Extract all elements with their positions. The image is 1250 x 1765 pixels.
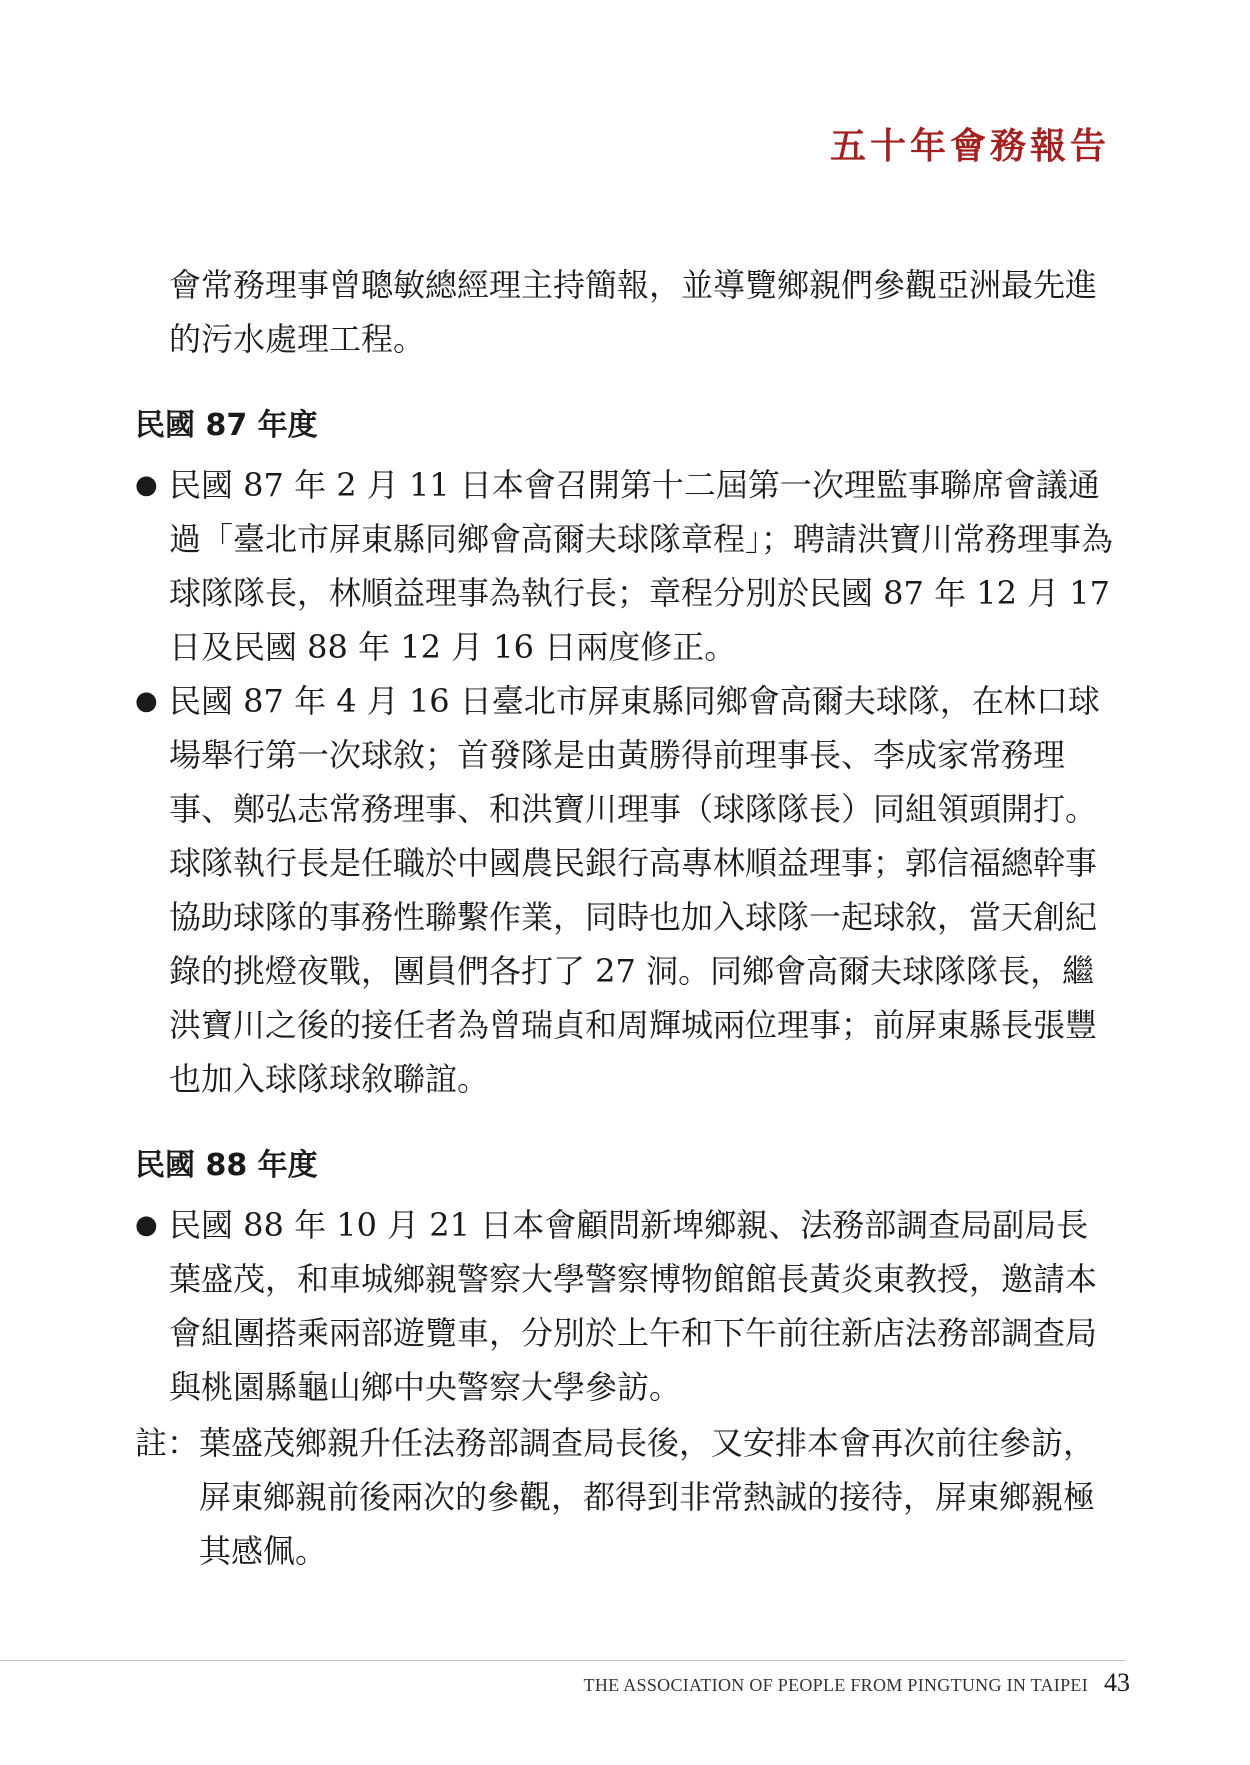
section-87 bbox=[135, 406, 1130, 1106]
list-item-text: 民國 87 年 2 月 11 日本會召開第十二屆第一次理監事聯席會議通過「臺北市屏東縣同鄉會高爾夫球隊章程」；聘請洪寶川常務理事為球隊隊長，林順益理事為執行長；章程分別於民國 87 年 12 月 17 日及民國 88 年 12 月 16 日兩度修正。 bbox=[169, 466, 1114, 666]
bullet-dot-icon: ● bbox=[135, 470, 158, 500]
bullet-dot-icon: ● bbox=[135, 1210, 158, 1240]
page-body bbox=[135, 258, 1130, 1578]
footer-association-name: THE ASSOCIATION OF PEOPLE FROM PINGTUNG IN TAIPEI bbox=[583, 1675, 1088, 1695]
list-item bbox=[135, 458, 1120, 674]
section-heading: 民國 88 年度 bbox=[135, 1148, 318, 1183]
section-88 bbox=[135, 1146, 1120, 1578]
page-footer bbox=[584, 1668, 1130, 1698]
footnote bbox=[135, 1416, 1120, 1578]
list-item bbox=[135, 1198, 1120, 1414]
section-heading: 民國 87 年度 bbox=[135, 408, 318, 443]
list-item-text: 民國 88 年 10 月 21 日本會顧問新埤鄉親、法務部調查局副局長葉盛茂，和車城鄉親警察大學警察博物館館長黃炎東教授，邀請本會組團搭乘兩部遊覽車，分別於上午和下午前往新店法務部調查局與桃園縣龜山鄉中央警察大學參訪。 bbox=[169, 1206, 1098, 1406]
note-text: 葉盛茂鄉親升任法務部調查局長後，又安排本會再次前往參訪，屏東鄉親前後兩次的參觀，都得到非常熱誠的接待，屏東鄉親極其感佩。 bbox=[199, 1424, 1096, 1570]
list-item bbox=[135, 674, 1130, 1106]
running-title: 五十年會務報告 bbox=[829, 126, 1110, 167]
bullet-dot-icon: ● bbox=[135, 686, 158, 716]
list-item-text: 民國 87 年 4 月 16 日臺北市屏東縣同鄉會高爾夫球隊，在林口球場舉行第一次球敘；首發隊是由黃勝得前理事長、李成家常務理事、鄭弘志常務理事、和洪寶川理事（球隊隊長）同組領頭開打。球隊執行長是任職於中國農民銀行高專林順益理事；郭信福總幹事協助球隊的事務性聯繫作業，同時也加入球隊一起球敘，當天創紀錄的挑燈夜戰，團員們各打了 27 洞。同鄉會高爾夫球隊隊長，繼洪寶川之後的接任者為曾瑞貞和周輝城兩位理事；前屏東縣長張豐 也加入球隊球敘聯誼。 bbox=[169, 682, 1130, 1098]
page-number: 43 bbox=[1104, 1668, 1130, 1697]
note-label: 註： bbox=[135, 1424, 200, 1462]
intro-paragraph: 會常務理事曾聰敏總經理主持簡報，並導覽鄉親們參觀亞洲最先進的污水處理工程。 bbox=[169, 266, 1098, 358]
footer-divider bbox=[0, 1660, 1125, 1661]
